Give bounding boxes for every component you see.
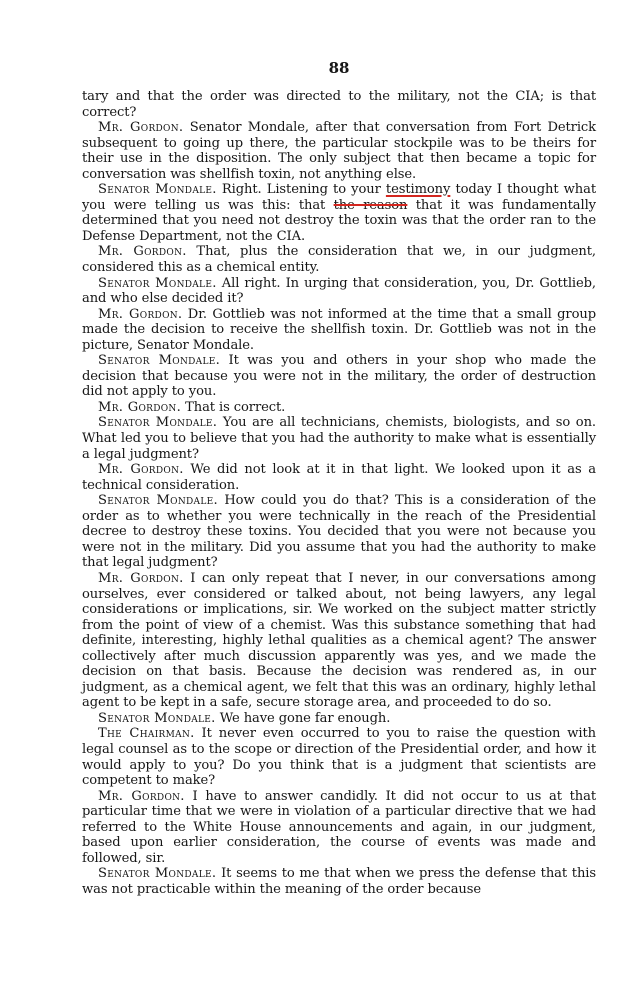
testimony-paragraph [82,866,596,897]
speaker-name: Mr. Gordon. [98,306,183,322]
statement-text: That is correct. [181,399,286,415]
testimony-paragraph [82,571,596,711]
statement-text: We have gone far enough. [215,710,391,726]
speaker-name: Mr. Gordon. [98,788,185,804]
testimony-paragraph [82,307,596,354]
speaker-name: Senator Mondale. [98,275,217,291]
statement-text: Senator Mondale, after that conversation from Fort Detrick subsequent to going up there, the particular stockpile was to be theirs for their use in the disposition. The only subject that then became a topic for conversation was shellfish toxin, not anything else. [82,120,596,182]
statement-text: We did not look at it in that light. We looked upon it as a technical consideration. [82,462,596,493]
testimony-paragraph [82,462,596,493]
speaker-name: Senator Mondale. [98,866,217,882]
testimony-paragraph [82,415,596,462]
speaker-name: Mr. Gordon. [98,120,184,136]
testimony-paragraph [82,244,596,275]
statement-text: tary and that the order was directed to the military, not the CIA; is that correct? [82,89,596,120]
red-strike-annotation: the reason [333,197,408,213]
statement-text: I have to answer candidly. It did not occur to us at that particular time that we were in violation of a particular directive that we had referred to the White House announcements and again, in our judgment, based upon earlier consideration, the course of events was made and followed, sir. [82,788,596,866]
testimony-paragraph [82,789,596,867]
testimony-paragraph [82,726,596,788]
statement-text: That, plus the consideration that we, in our judgment, considered this as a chemical entity. [82,244,596,276]
continued-paragraph [82,89,596,120]
speaker-name: Mr. Gordon. [98,462,184,478]
testimony-paragraph [82,182,596,244]
document-page [82,58,596,897]
statement-text: Right. Listening to your [216,182,386,198]
speaker-name: Senator Mondale. [98,353,221,369]
speaker-name: The Chairman. [98,726,195,742]
statement-text: It seems to me that when we press the defense that this was not practicable within the meaning of the order because [82,866,596,897]
red-underline-annotation: testimony [385,182,451,198]
speaker-name: Senator Mondale. [98,415,218,431]
statement-text: that it was fundamentally determined that you need not destroy the toxin was that the order ran to the Defense Department, not the CIA. [82,197,596,244]
statement-text: All right. In urging that consideration, you, Dr. Gottlieb, and who else decided it? [82,275,596,307]
speaker-name: Mr. Gordon. [98,570,184,586]
speaker-name: Senator Mondale. [98,493,218,509]
testimony-paragraph [82,120,596,182]
statement-text: I can only repeat that I never, in our conversations among ourselves, ever considered or talked about, not being lawyers, any legal considerations or implications, sir. We worked on the subject matter strictly from the point of view of a chemist. Was this substance something that had definite, interesting, highly lethal qualities as a chemical agent? The answer collectively after much discussion apparently was yes, and we made the decision on that basis. Because the decision was rendered as, in our judgment, as a chemical agent, we felt that this was an ordinary, highly lethal agent to be kept in a safe, secure storage area, and proceeded to do so. [82,570,596,711]
testimony-paragraph [82,711,596,727]
testimony-paragraph [82,353,596,400]
testimony-paragraph [82,493,596,571]
testimony-paragraph [82,400,596,416]
speaker-name: Mr. Gordon. [98,244,187,260]
statement-text: It was you and others in your shop who made the decision that because you were not in the military, the order of destruction did not apply to you. [82,353,596,400]
page-number: 88 [328,59,350,77]
speaker-name: Mr. Gordon. [98,399,182,415]
statement-text: It never even occurred to you to raise the question with legal counsel as to the scope or direction of the Presidential order, and how it would apply to you? Do you think that is a judgment that scientists are competent to make? [82,726,596,789]
testimony-paragraph [82,276,596,307]
statement-text: How could you do that? This is a consideration of the order as to whether you were technically in the reach of the Presidential decree to destroy these toxins. You decided that you were not because you were not in the military. Did you assume that you had the authority to make that legal judgment? [82,493,596,571]
speaker-name: Senator Mondale. [98,710,216,726]
statement-text: today I thought what you were telling us was this: that [82,182,596,213]
transcript-body [82,89,596,897]
statement-text: You are all technicians, chemists, biologists, and so on. What led you to believe that you had the authority to make what is essentially a legal judgment? [82,415,596,462]
speaker-name: Senator Mondale. [98,182,217,198]
statement-text: Dr. Gottlieb was not informed at the time that a small group made the decision to receive the shellfish toxin. Dr. Gottlieb was not in the picture, Senator Mondale. [82,306,596,353]
